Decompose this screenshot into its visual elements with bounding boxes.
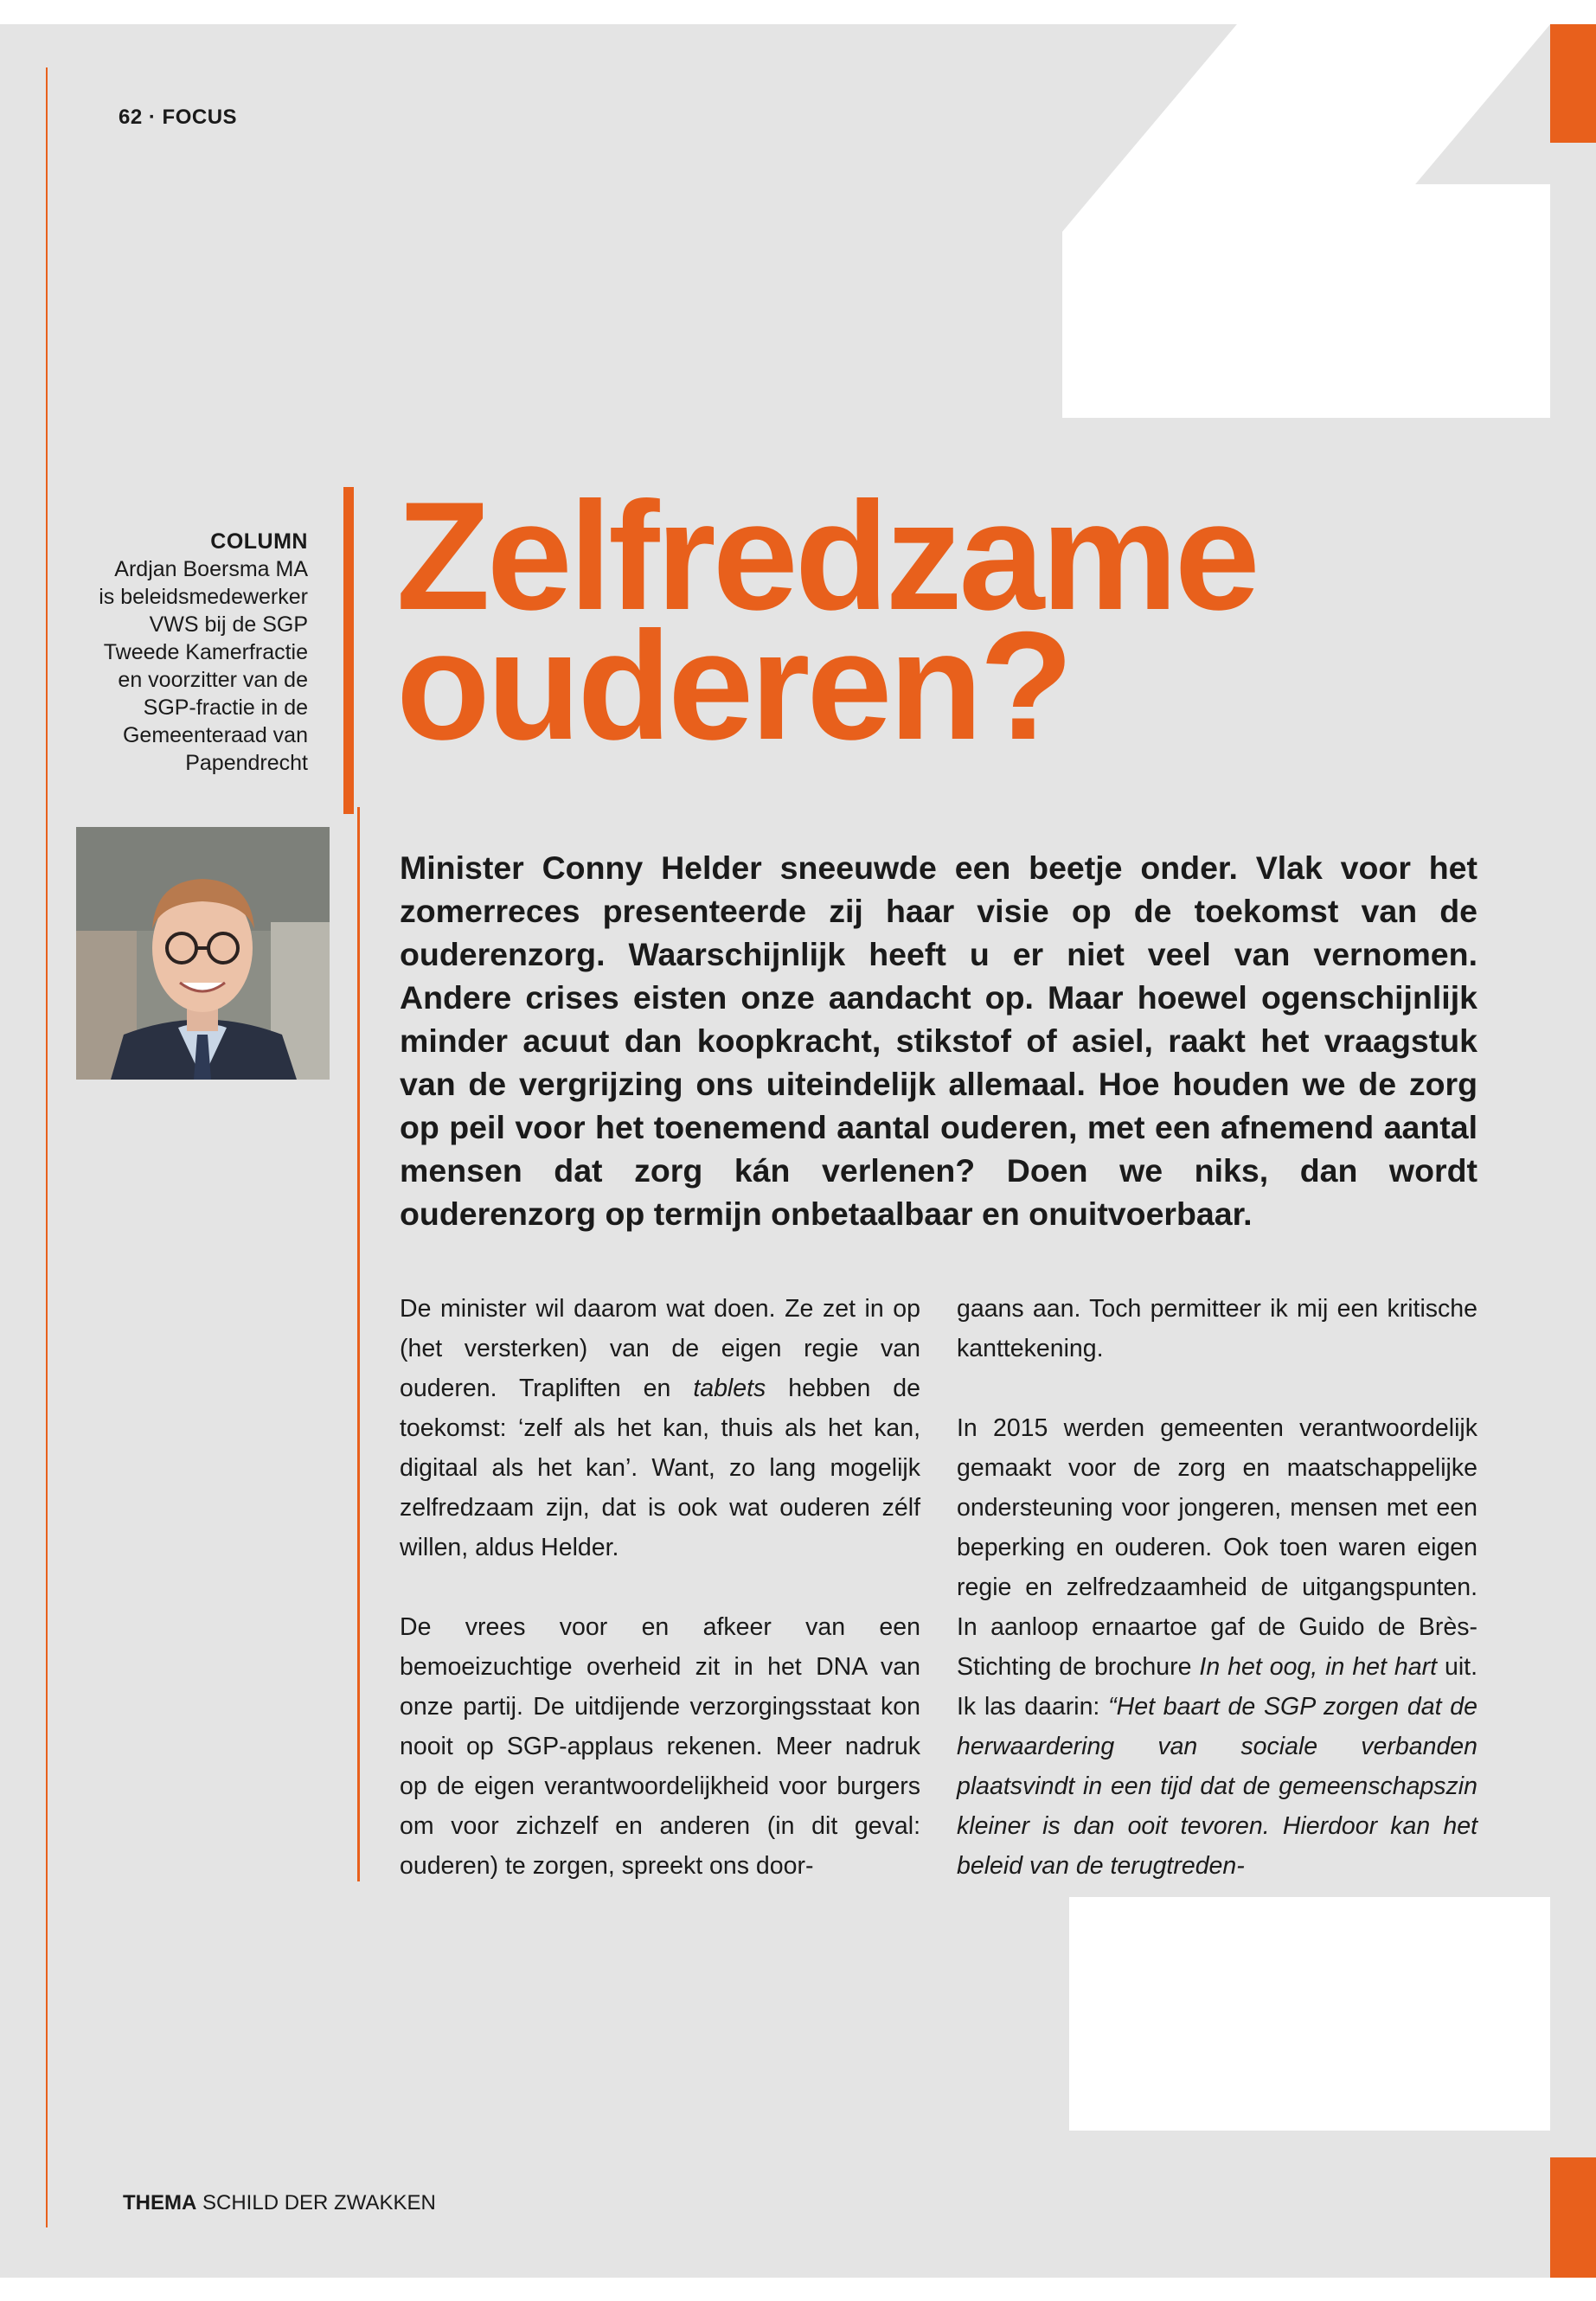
orange-edge-tab-bottom: [1550, 2157, 1596, 2278]
author-bio-line: is beleidsmedewerker: [99, 585, 308, 609]
orange-edge-tab-top: [1550, 24, 1596, 143]
body-text-emphasis: In het oog, in het hart: [1199, 1653, 1438, 1681]
author-sidebar: [52, 528, 308, 777]
author-bio-line: SGP-fractie in de: [143, 695, 308, 720]
page-number: 62: [119, 106, 143, 129]
body-text: hebben de toekomst: ‘zelf als het kan, thuis als het kan, digitaal als het kan’. Want, zo lang mogelijk zelfredzaam zijn, dat is ook wat ouderen zélf willen, aldus Helder.: [400, 1375, 921, 1561]
author-bio-line: VWS bij de SGP: [149, 612, 308, 637]
body-text-emphasis: tablets: [693, 1375, 766, 1402]
title-accent-bar: [343, 487, 354, 814]
header-separator: ·: [148, 106, 157, 129]
body-paragraph: De vrees voor en afkeer van een bemoeizuchtige overheid zit in het DNA van onze partij. De uitdijende verzorgingsstaat kon nooit op SGP-applaus rekenen. Meer nadruk op de eigen verantwoordelijkheid voor burgers om voor zichzelf en anderen (in dit geval: ouderen) te zorgen, spreekt ons door-: [400, 1613, 920, 1880]
body-text: In 2015 werden gemeenten verantwoordelijk gemaakt voor de zorg en maatschappelijke ondersteuning voor jongeren, mensen met een beperking en ouderen. Ook toen waren eigen regie en zelfredzaamheid de uitgangspunten. In aanloop ernaartoe gaf de Guido de Brès-Stichting de brochure: [957, 1414, 1477, 1681]
magazine-page: [0, 24, 1596, 2278]
body-paragraph: [957, 1408, 1477, 1886]
column-label: COLUMN: [210, 529, 308, 554]
article-title-line-1: Zelfredzame: [396, 470, 1257, 642]
page-footer: [123, 2191, 436, 2215]
author-photo: [76, 827, 330, 1080]
author-portrait-image: [76, 827, 330, 1080]
author-bio-line: Gemeenteraad van: [122, 723, 308, 747]
author-bio-line: Papendrecht: [185, 751, 308, 775]
left-margin-rule: [46, 67, 48, 2227]
article-title: [396, 470, 1434, 772]
article-lead: Minister Conny Helder sneeuwde een beetje onder. Vlak voor het zomerreces presenteerde zij haar visie op de toekomst van de ouderenzorg. Waarschijnlijk heeft u er niet veel van vernomen. Andere crises eisten onze aandacht op. Maar hoewel ogenschijnlijk minder acuut dan koopkracht, stikstof of asiel, raakt het vraagstuk van de vergrijzing ons uiteindelijk allemaal. Hoe houden we de zorg op peil voor het toenemend aantal ouderen, met een afnemend aantal mensen dat zorg kán verlenen? Doen we niks, dan wordt ouderenzorg op termijn onbetaalbaar en onuitvoerbaar.: [400, 849, 1477, 1232]
body-accent-rule: [357, 807, 360, 1881]
body-text: De minister wil daarom wat doen. Ze zet in op (het versterken) van de eigen regie van ouderen. Trapliften en: [400, 1295, 920, 1402]
body-column-right: [957, 1289, 1477, 1926]
footer-thema-label: THEMA: [123, 2191, 197, 2214]
article-title-line-2: ouderen?: [396, 599, 1070, 772]
section-name: FOCUS: [162, 106, 238, 129]
white-shape-bottom: [1069, 1897, 1550, 2131]
body-paragraph: gaans aan. Toch permitteer ik mij een kritische kanttekening.: [957, 1295, 1477, 1362]
author-bio-line: Ardjan Boersma MA: [114, 557, 308, 581]
body-text: uit. Ik las daarin:: [957, 1653, 1478, 1721]
footer-theme-title: SCHILD DER ZWAKKEN: [202, 2191, 436, 2214]
author-bio-line: en voorzitter van de: [118, 668, 308, 692]
body-text-quote: “Het baart de SGP zorgen dat de herwaardering van sociale verbanden plaatsvindt in een tijd dat de gemeenschapszin kleiner is dan ooit tevoren. Hierdoor kan het beleid van de terugtreden-: [957, 1693, 1478, 1880]
body-paragraph: [400, 1289, 920, 1567]
body-column-left: [400, 1289, 920, 1926]
page-header: [119, 106, 237, 130]
author-bio-line: Tweede Kamerfractie: [103, 640, 308, 664]
